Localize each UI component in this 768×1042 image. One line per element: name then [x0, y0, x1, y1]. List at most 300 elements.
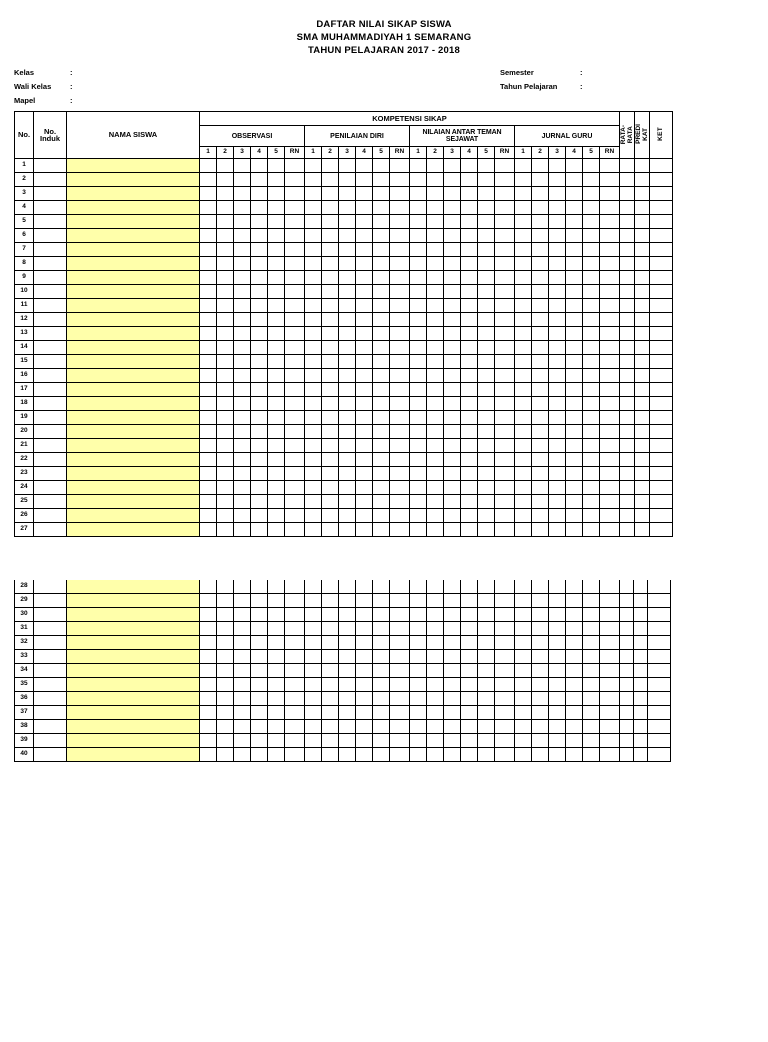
cell-nama-siswa[interactable]: [67, 439, 200, 453]
cell-penilaian-diri-3[interactable]: [339, 481, 356, 495]
cell-penilaian-diri-4[interactable]: [356, 173, 373, 187]
cell-observasi-1[interactable]: [200, 313, 217, 327]
cell-observasi-1[interactable]: [200, 411, 217, 425]
cell-jurnal-guru-4[interactable]: [566, 734, 583, 748]
cell-teman-sejawat-3[interactable]: [444, 734, 461, 748]
cell-teman-sejawat-1[interactable]: [410, 383, 427, 397]
cell-teman-sejawat-1[interactable]: [410, 608, 427, 622]
cell-jurnal-guru-4[interactable]: [566, 453, 583, 467]
cell-no-induk[interactable]: [34, 187, 67, 201]
cell-teman-sejawat-5[interactable]: [478, 397, 495, 411]
cell-observasi-5[interactable]: [268, 285, 285, 299]
cell-teman-sejawat-3[interactable]: [444, 636, 461, 650]
cell-jurnal-guru-3[interactable]: [549, 495, 566, 509]
cell-observasi-3[interactable]: [234, 299, 251, 313]
cell-jurnal-guru-3[interactable]: [549, 313, 566, 327]
cell-observasi-5[interactable]: [268, 313, 285, 327]
cell-jurnal-guru-2[interactable]: [532, 355, 549, 369]
cell-no-induk[interactable]: [34, 159, 67, 173]
cell-observasi-5[interactable]: [268, 411, 285, 425]
cell-teman-sejawat-3[interactable]: [444, 453, 461, 467]
cell-jurnal-guru-2[interactable]: [532, 271, 549, 285]
cell-no-induk[interactable]: [34, 594, 67, 608]
cell-observasi-2[interactable]: [217, 411, 234, 425]
cell-jurnal-guru-5[interactable]: [583, 622, 600, 636]
cell-jurnal-guru-5[interactable]: [583, 257, 600, 271]
cell-teman-sejawat-4[interactable]: [461, 622, 478, 636]
cell-ket[interactable]: [650, 341, 673, 355]
cell-penilaian-diri-3[interactable]: [339, 453, 356, 467]
cell-penilaian-diri-5[interactable]: [373, 650, 390, 664]
cell-observasi-5[interactable]: [268, 369, 285, 383]
cell-jurnal-guru-4[interactable]: [566, 285, 583, 299]
cell-jurnal-guru-2[interactable]: [532, 159, 549, 173]
cell-penilaian-diri-5[interactable]: [373, 580, 390, 594]
cell-jurnal-guru-3[interactable]: [549, 187, 566, 201]
cell-penilaian-diri-2[interactable]: [322, 678, 339, 692]
cell-observasi-3[interactable]: [234, 720, 251, 734]
cell-jurnal-guru-3[interactable]: [549, 748, 566, 762]
cell-penilaian-diri-1[interactable]: [305, 425, 322, 439]
cell-penilaian-diri-2[interactable]: [322, 594, 339, 608]
cell-penilaian-diri-3[interactable]: [339, 215, 356, 229]
cell-jurnal-guru-3[interactable]: [549, 243, 566, 257]
cell-penilaian-diri-4[interactable]: [356, 341, 373, 355]
cell-observasi-5[interactable]: [268, 327, 285, 341]
cell-teman-sejawat-1[interactable]: [410, 594, 427, 608]
cell-penilaian-diri-2[interactable]: [322, 159, 339, 173]
cell-penilaian-diri-4[interactable]: [356, 664, 373, 678]
cell-teman-sejawat-4[interactable]: [461, 453, 478, 467]
cell-jurnal-guru-4[interactable]: [566, 313, 583, 327]
cell-teman-sejawat-2[interactable]: [427, 622, 444, 636]
cell-penilaian-diri-1[interactable]: [305, 215, 322, 229]
cell-teman-sejawat-2[interactable]: [427, 650, 444, 664]
cell-observasi-4[interactable]: [251, 734, 268, 748]
cell-teman-sejawat-1[interactable]: [410, 369, 427, 383]
cell-observasi-3[interactable]: [234, 243, 251, 257]
cell-penilaian-diri-2[interactable]: [322, 201, 339, 215]
cell-penilaian-diri-4[interactable]: [356, 425, 373, 439]
cell-jurnal-guru-3[interactable]: [549, 636, 566, 650]
cell-jurnal-guru-1[interactable]: [515, 383, 532, 397]
cell-observasi-1[interactable]: [200, 495, 217, 509]
cell-nama-siswa[interactable]: [67, 523, 200, 537]
cell-jurnal-guru-3[interactable]: [549, 229, 566, 243]
cell-teman-sejawat-2[interactable]: [427, 159, 444, 173]
cell-observasi-4[interactable]: [251, 159, 268, 173]
cell-observasi-1[interactable]: [200, 664, 217, 678]
cell-jurnal-guru-3[interactable]: [549, 383, 566, 397]
cell-no-induk[interactable]: [34, 608, 67, 622]
cell-teman-sejawat-2[interactable]: [427, 594, 444, 608]
cell-nama-siswa[interactable]: [67, 411, 200, 425]
cell-teman-sejawat-4[interactable]: [461, 734, 478, 748]
cell-penilaian-diri-2[interactable]: [322, 383, 339, 397]
cell-teman-sejawat-3[interactable]: [444, 229, 461, 243]
cell-observasi-4[interactable]: [251, 285, 268, 299]
cell-teman-sejawat-3[interactable]: [444, 664, 461, 678]
cell-jurnal-guru-1[interactable]: [515, 229, 532, 243]
cell-penilaian-diri-5[interactable]: [373, 495, 390, 509]
cell-jurnal-guru-4[interactable]: [566, 327, 583, 341]
cell-penilaian-diri-5[interactable]: [373, 481, 390, 495]
cell-ket[interactable]: [650, 215, 673, 229]
cell-nama-siswa[interactable]: [67, 636, 200, 650]
cell-jurnal-guru-2[interactable]: [532, 439, 549, 453]
cell-ket[interactable]: [648, 622, 671, 636]
cell-teman-sejawat-4[interactable]: [461, 159, 478, 173]
cell-penilaian-diri-3[interactable]: [339, 299, 356, 313]
cell-observasi-2[interactable]: [217, 439, 234, 453]
cell-penilaian-diri-3[interactable]: [339, 341, 356, 355]
cell-penilaian-diri-4[interactable]: [356, 285, 373, 299]
cell-observasi-4[interactable]: [251, 299, 268, 313]
cell-penilaian-diri-4[interactable]: [356, 327, 373, 341]
cell-penilaian-diri-5[interactable]: [373, 383, 390, 397]
cell-penilaian-diri-5[interactable]: [373, 187, 390, 201]
cell-no-induk[interactable]: [34, 355, 67, 369]
cell-nama-siswa[interactable]: [67, 355, 200, 369]
cell-penilaian-diri-3[interactable]: [339, 285, 356, 299]
cell-observasi-2[interactable]: [217, 397, 234, 411]
cell-penilaian-diri-1[interactable]: [305, 299, 322, 313]
cell-penilaian-diri-4[interactable]: [356, 509, 373, 523]
cell-penilaian-diri-1[interactable]: [305, 439, 322, 453]
cell-no-induk[interactable]: [34, 706, 67, 720]
cell-teman-sejawat-1[interactable]: [410, 229, 427, 243]
cell-observasi-2[interactable]: [217, 229, 234, 243]
cell-observasi-4[interactable]: [251, 173, 268, 187]
cell-teman-sejawat-2[interactable]: [427, 299, 444, 313]
cell-observasi-4[interactable]: [251, 341, 268, 355]
cell-observasi-4[interactable]: [251, 636, 268, 650]
cell-jurnal-guru-3[interactable]: [549, 159, 566, 173]
cell-penilaian-diri-1[interactable]: [305, 369, 322, 383]
cell-teman-sejawat-2[interactable]: [427, 397, 444, 411]
cell-teman-sejawat-2[interactable]: [427, 383, 444, 397]
cell-jurnal-guru-5[interactable]: [583, 327, 600, 341]
cell-penilaian-diri-1[interactable]: [305, 706, 322, 720]
cell-penilaian-diri-3[interactable]: [339, 594, 356, 608]
cell-teman-sejawat-2[interactable]: [427, 285, 444, 299]
cell-teman-sejawat-5[interactable]: [478, 650, 495, 664]
cell-observasi-4[interactable]: [251, 594, 268, 608]
cell-teman-sejawat-2[interactable]: [427, 467, 444, 481]
cell-jurnal-guru-5[interactable]: [583, 664, 600, 678]
cell-nama-siswa[interactable]: [67, 509, 200, 523]
cell-teman-sejawat-4[interactable]: [461, 608, 478, 622]
cell-observasi-2[interactable]: [217, 159, 234, 173]
cell-teman-sejawat-5[interactable]: [478, 580, 495, 594]
cell-no-induk[interactable]: [34, 215, 67, 229]
cell-jurnal-guru-2[interactable]: [532, 173, 549, 187]
cell-jurnal-guru-1[interactable]: [515, 425, 532, 439]
cell-ket[interactable]: [650, 467, 673, 481]
cell-jurnal-guru-4[interactable]: [566, 355, 583, 369]
cell-teman-sejawat-4[interactable]: [461, 481, 478, 495]
cell-jurnal-guru-4[interactable]: [566, 622, 583, 636]
cell-jurnal-guru-5[interactable]: [583, 201, 600, 215]
cell-teman-sejawat-4[interactable]: [461, 173, 478, 187]
cell-observasi-1[interactable]: [200, 453, 217, 467]
cell-teman-sejawat-3[interactable]: [444, 285, 461, 299]
cell-observasi-3[interactable]: [234, 453, 251, 467]
cell-no-induk[interactable]: [34, 495, 67, 509]
cell-penilaian-diri-1[interactable]: [305, 327, 322, 341]
cell-observasi-4[interactable]: [251, 608, 268, 622]
cell-teman-sejawat-3[interactable]: [444, 271, 461, 285]
cell-observasi-1[interactable]: [200, 481, 217, 495]
cell-jurnal-guru-2[interactable]: [532, 425, 549, 439]
cell-jurnal-guru-1[interactable]: [515, 748, 532, 762]
cell-teman-sejawat-2[interactable]: [427, 509, 444, 523]
cell-penilaian-diri-4[interactable]: [356, 523, 373, 537]
cell-observasi-5[interactable]: [268, 509, 285, 523]
cell-penilaian-diri-2[interactable]: [322, 734, 339, 748]
cell-penilaian-diri-1[interactable]: [305, 734, 322, 748]
cell-jurnal-guru-5[interactable]: [583, 173, 600, 187]
cell-penilaian-diri-2[interactable]: [322, 664, 339, 678]
cell-ket[interactable]: [648, 720, 671, 734]
cell-penilaian-diri-2[interactable]: [322, 355, 339, 369]
cell-teman-sejawat-2[interactable]: [427, 243, 444, 257]
cell-teman-sejawat-3[interactable]: [444, 706, 461, 720]
cell-jurnal-guru-2[interactable]: [532, 734, 549, 748]
cell-no-induk[interactable]: [34, 622, 67, 636]
cell-jurnal-guru-3[interactable]: [549, 720, 566, 734]
cell-observasi-4[interactable]: [251, 411, 268, 425]
cell-penilaian-diri-3[interactable]: [339, 580, 356, 594]
cell-jurnal-guru-5[interactable]: [583, 706, 600, 720]
cell-jurnal-guru-5[interactable]: [583, 678, 600, 692]
cell-observasi-4[interactable]: [251, 495, 268, 509]
cell-observasi-5[interactable]: [268, 650, 285, 664]
cell-observasi-3[interactable]: [234, 411, 251, 425]
cell-observasi-2[interactable]: [217, 594, 234, 608]
cell-observasi-1[interactable]: [200, 594, 217, 608]
cell-observasi-4[interactable]: [251, 523, 268, 537]
cell-observasi-3[interactable]: [234, 706, 251, 720]
cell-penilaian-diri-2[interactable]: [322, 509, 339, 523]
cell-observasi-3[interactable]: [234, 187, 251, 201]
cell-teman-sejawat-1[interactable]: [410, 341, 427, 355]
cell-no-induk[interactable]: [34, 439, 67, 453]
cell-penilaian-diri-4[interactable]: [356, 439, 373, 453]
cell-nama-siswa[interactable]: [67, 187, 200, 201]
cell-nama-siswa[interactable]: [67, 495, 200, 509]
cell-teman-sejawat-4[interactable]: [461, 509, 478, 523]
cell-observasi-5[interactable]: [268, 397, 285, 411]
cell-teman-sejawat-2[interactable]: [427, 411, 444, 425]
cell-observasi-5[interactable]: [268, 453, 285, 467]
cell-penilaian-diri-1[interactable]: [305, 678, 322, 692]
cell-penilaian-diri-5[interactable]: [373, 622, 390, 636]
cell-observasi-5[interactable]: [268, 481, 285, 495]
cell-nama-siswa[interactable]: [67, 299, 200, 313]
cell-penilaian-diri-4[interactable]: [356, 299, 373, 313]
cell-teman-sejawat-5[interactable]: [478, 495, 495, 509]
cell-penilaian-diri-3[interactable]: [339, 523, 356, 537]
cell-no-induk[interactable]: [34, 271, 67, 285]
cell-penilaian-diri-3[interactable]: [339, 257, 356, 271]
cell-observasi-5[interactable]: [268, 706, 285, 720]
cell-nama-siswa[interactable]: [67, 383, 200, 397]
cell-jurnal-guru-3[interactable]: [549, 594, 566, 608]
cell-penilaian-diri-2[interactable]: [322, 453, 339, 467]
cell-jurnal-guru-2[interactable]: [532, 678, 549, 692]
cell-penilaian-diri-3[interactable]: [339, 243, 356, 257]
cell-observasi-1[interactable]: [200, 622, 217, 636]
cell-penilaian-diri-3[interactable]: [339, 271, 356, 285]
cell-observasi-4[interactable]: [251, 706, 268, 720]
cell-observasi-2[interactable]: [217, 257, 234, 271]
cell-penilaian-diri-5[interactable]: [373, 425, 390, 439]
cell-observasi-4[interactable]: [251, 187, 268, 201]
cell-teman-sejawat-3[interactable]: [444, 495, 461, 509]
cell-jurnal-guru-4[interactable]: [566, 692, 583, 706]
cell-penilaian-diri-1[interactable]: [305, 453, 322, 467]
cell-penilaian-diri-2[interactable]: [322, 341, 339, 355]
cell-observasi-4[interactable]: [251, 650, 268, 664]
cell-penilaian-diri-4[interactable]: [356, 481, 373, 495]
cell-ket[interactable]: [650, 355, 673, 369]
cell-penilaian-diri-1[interactable]: [305, 341, 322, 355]
cell-observasi-1[interactable]: [200, 608, 217, 622]
cell-observasi-5[interactable]: [268, 425, 285, 439]
cell-teman-sejawat-5[interactable]: [478, 594, 495, 608]
cell-teman-sejawat-3[interactable]: [444, 523, 461, 537]
cell-observasi-1[interactable]: [200, 299, 217, 313]
cell-teman-sejawat-1[interactable]: [410, 636, 427, 650]
cell-observasi-3[interactable]: [234, 341, 251, 355]
cell-teman-sejawat-5[interactable]: [478, 159, 495, 173]
cell-teman-sejawat-2[interactable]: [427, 523, 444, 537]
cell-teman-sejawat-5[interactable]: [478, 299, 495, 313]
cell-penilaian-diri-5[interactable]: [373, 341, 390, 355]
cell-penilaian-diri-3[interactable]: [339, 201, 356, 215]
cell-jurnal-guru-3[interactable]: [549, 397, 566, 411]
cell-observasi-3[interactable]: [234, 313, 251, 327]
cell-penilaian-diri-2[interactable]: [322, 271, 339, 285]
cell-teman-sejawat-3[interactable]: [444, 369, 461, 383]
cell-observasi-4[interactable]: [251, 215, 268, 229]
cell-penilaian-diri-1[interactable]: [305, 159, 322, 173]
cell-penilaian-diri-3[interactable]: [339, 608, 356, 622]
cell-penilaian-diri-4[interactable]: [356, 706, 373, 720]
cell-teman-sejawat-2[interactable]: [427, 271, 444, 285]
cell-teman-sejawat-2[interactable]: [427, 608, 444, 622]
cell-observasi-3[interactable]: [234, 481, 251, 495]
cell-ket[interactable]: [650, 509, 673, 523]
cell-nama-siswa[interactable]: [67, 453, 200, 467]
cell-jurnal-guru-4[interactable]: [566, 159, 583, 173]
cell-teman-sejawat-2[interactable]: [427, 341, 444, 355]
cell-observasi-4[interactable]: [251, 397, 268, 411]
cell-jurnal-guru-3[interactable]: [549, 257, 566, 271]
cell-no-induk[interactable]: [34, 397, 67, 411]
cell-penilaian-diri-4[interactable]: [356, 453, 373, 467]
cell-observasi-3[interactable]: [234, 594, 251, 608]
cell-jurnal-guru-1[interactable]: [515, 720, 532, 734]
cell-penilaian-diri-5[interactable]: [373, 453, 390, 467]
cell-nama-siswa[interactable]: [67, 748, 200, 762]
cell-observasi-2[interactable]: [217, 734, 234, 748]
cell-observasi-1[interactable]: [200, 636, 217, 650]
cell-observasi-3[interactable]: [234, 425, 251, 439]
cell-penilaian-diri-3[interactable]: [339, 650, 356, 664]
cell-jurnal-guru-1[interactable]: [515, 159, 532, 173]
cell-observasi-2[interactable]: [217, 692, 234, 706]
cell-teman-sejawat-2[interactable]: [427, 678, 444, 692]
cell-observasi-5[interactable]: [268, 355, 285, 369]
cell-teman-sejawat-1[interactable]: [410, 425, 427, 439]
cell-observasi-3[interactable]: [234, 285, 251, 299]
cell-teman-sejawat-3[interactable]: [444, 383, 461, 397]
cell-nama-siswa[interactable]: [67, 201, 200, 215]
cell-penilaian-diri-2[interactable]: [322, 173, 339, 187]
cell-jurnal-guru-3[interactable]: [549, 173, 566, 187]
cell-jurnal-guru-1[interactable]: [515, 173, 532, 187]
cell-observasi-1[interactable]: [200, 201, 217, 215]
cell-penilaian-diri-4[interactable]: [356, 187, 373, 201]
cell-no-induk[interactable]: [34, 523, 67, 537]
cell-observasi-1[interactable]: [200, 327, 217, 341]
cell-teman-sejawat-5[interactable]: [478, 664, 495, 678]
cell-jurnal-guru-3[interactable]: [549, 369, 566, 383]
cell-ket[interactable]: [650, 383, 673, 397]
cell-observasi-2[interactable]: [217, 706, 234, 720]
cell-teman-sejawat-4[interactable]: [461, 692, 478, 706]
cell-penilaian-diri-1[interactable]: [305, 748, 322, 762]
cell-jurnal-guru-2[interactable]: [532, 608, 549, 622]
cell-no-induk[interactable]: [34, 664, 67, 678]
cell-jurnal-guru-1[interactable]: [515, 215, 532, 229]
cell-observasi-1[interactable]: [200, 215, 217, 229]
cell-teman-sejawat-2[interactable]: [427, 439, 444, 453]
cell-jurnal-guru-3[interactable]: [549, 341, 566, 355]
cell-teman-sejawat-2[interactable]: [427, 355, 444, 369]
cell-observasi-4[interactable]: [251, 622, 268, 636]
cell-jurnal-guru-2[interactable]: [532, 201, 549, 215]
cell-observasi-4[interactable]: [251, 720, 268, 734]
cell-jurnal-guru-5[interactable]: [583, 271, 600, 285]
cell-jurnal-guru-1[interactable]: [515, 439, 532, 453]
cell-observasi-4[interactable]: [251, 509, 268, 523]
cell-jurnal-guru-5[interactable]: [583, 285, 600, 299]
cell-jurnal-guru-2[interactable]: [532, 369, 549, 383]
cell-teman-sejawat-5[interactable]: [478, 439, 495, 453]
cell-teman-sejawat-5[interactable]: [478, 327, 495, 341]
cell-penilaian-diri-5[interactable]: [373, 664, 390, 678]
cell-teman-sejawat-4[interactable]: [461, 411, 478, 425]
cell-observasi-3[interactable]: [234, 734, 251, 748]
cell-observasi-5[interactable]: [268, 692, 285, 706]
cell-teman-sejawat-4[interactable]: [461, 425, 478, 439]
cell-observasi-3[interactable]: [234, 678, 251, 692]
cell-jurnal-guru-3[interactable]: [549, 201, 566, 215]
cell-jurnal-guru-5[interactable]: [583, 355, 600, 369]
cell-teman-sejawat-1[interactable]: [410, 481, 427, 495]
cell-penilaian-diri-2[interactable]: [322, 215, 339, 229]
cell-no-induk[interactable]: [34, 692, 67, 706]
cell-teman-sejawat-2[interactable]: [427, 173, 444, 187]
cell-observasi-1[interactable]: [200, 650, 217, 664]
cell-jurnal-guru-4[interactable]: [566, 201, 583, 215]
cell-penilaian-diri-5[interactable]: [373, 734, 390, 748]
cell-teman-sejawat-1[interactable]: [410, 523, 427, 537]
cell-ket[interactable]: [648, 748, 671, 762]
